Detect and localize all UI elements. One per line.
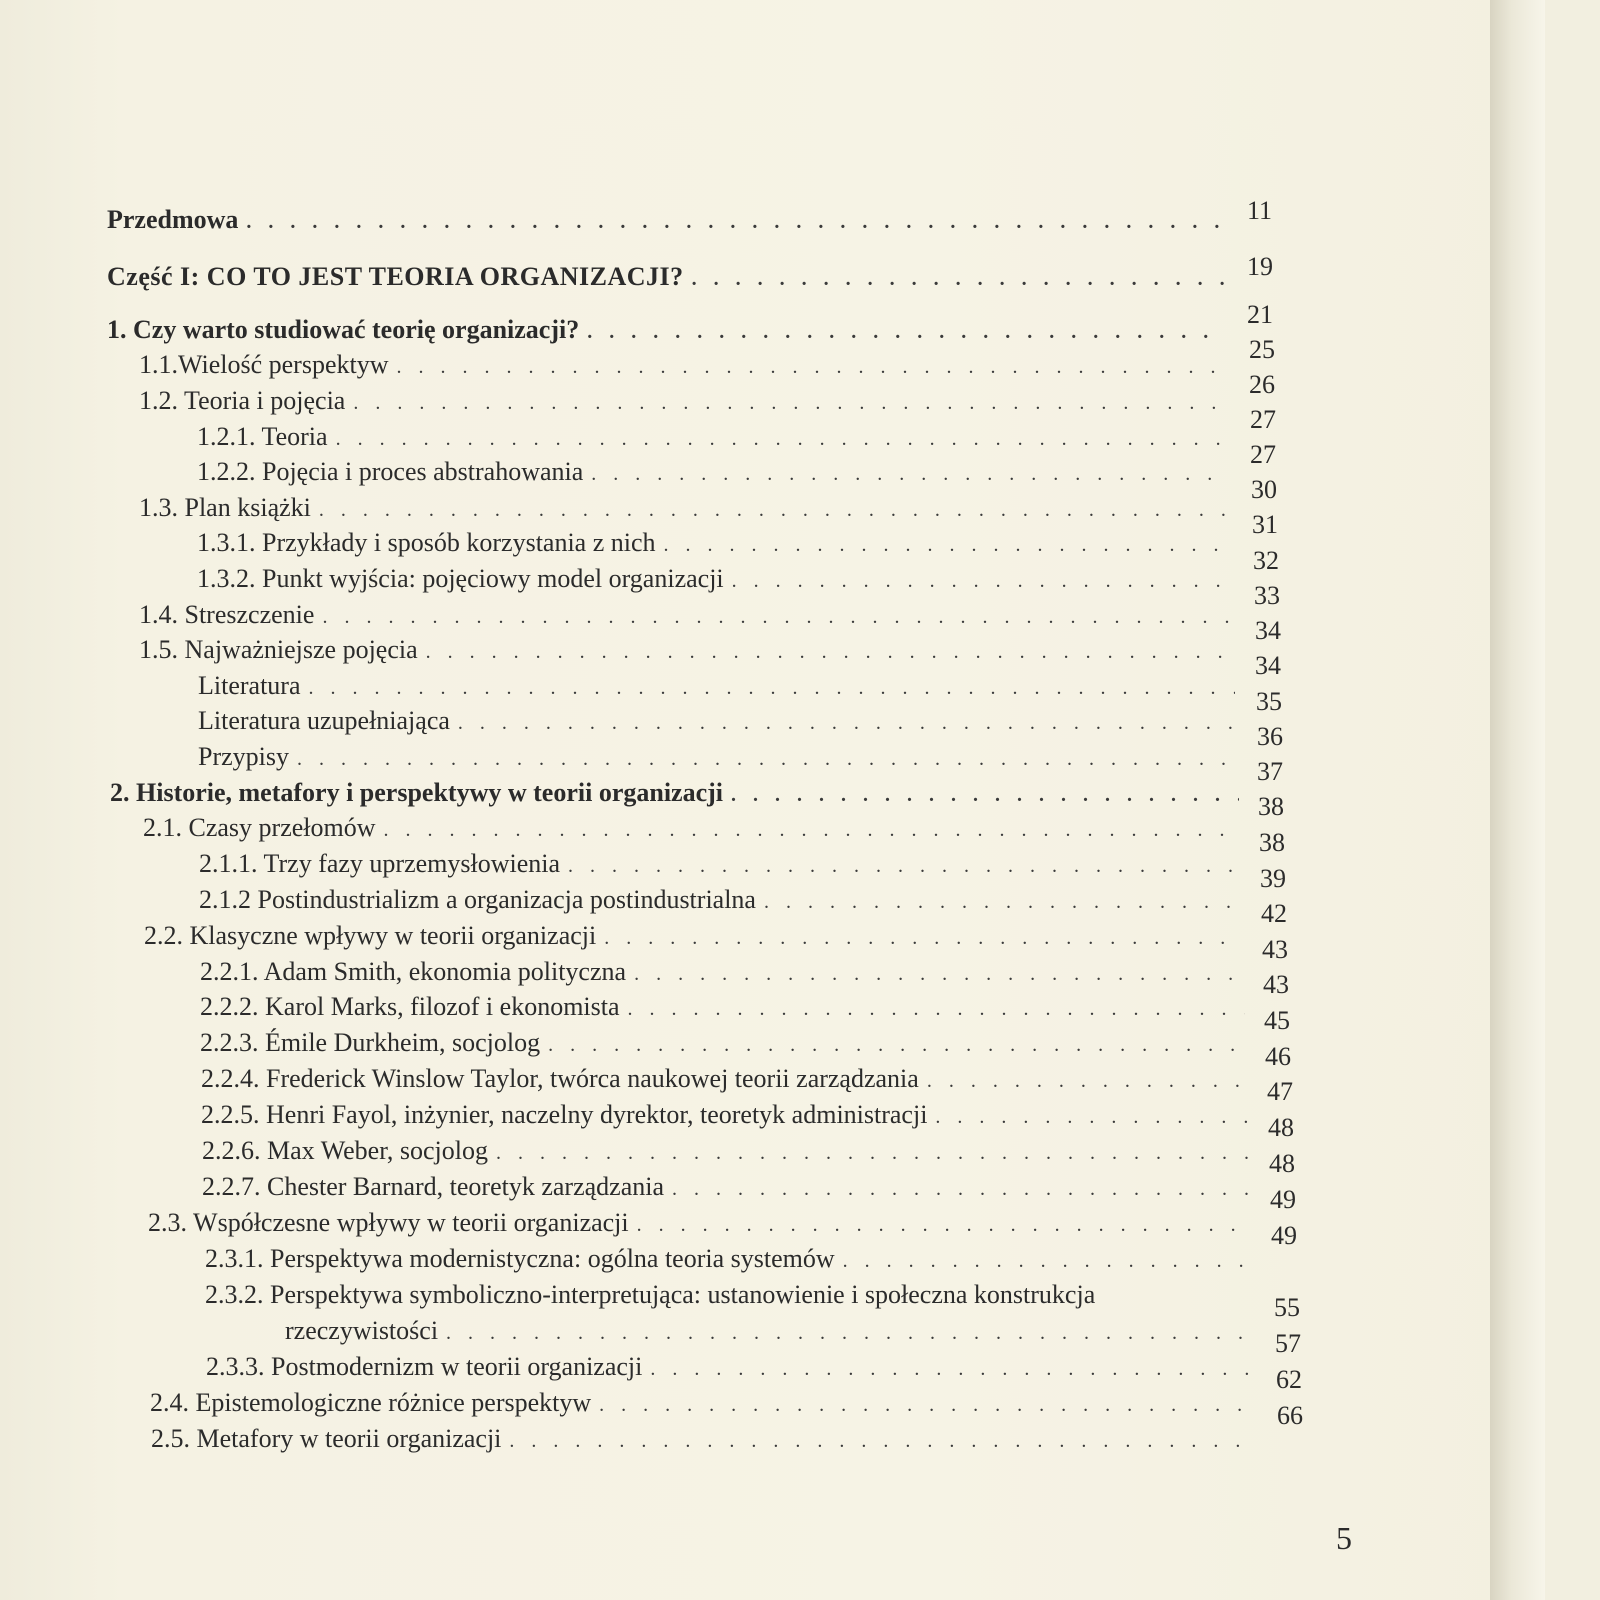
toc-label: 1.5. Najważniejsze pojęcia — [139, 635, 418, 664]
toc-entry-2-3-2-label: 2.3.2. Perspektywa symboliczno-interpretująca: ustanowienie i społeczna konstrukcja — [205, 1280, 1096, 1309]
toc-label: 1.3.1. Przykłady i sposób korzystania z nich — [197, 528, 656, 557]
toc-entry-2-3-2-continuation — [285, 1316, 1272, 1346]
toc-entry-part-1 — [107, 262, 1242, 292]
toc-entry-2-1 — [143, 813, 1259, 843]
toc-label: 2.3. Współczesne wpływy w teorii organizacji — [148, 1208, 629, 1237]
toc-page-number: 45 — [1264, 1006, 1290, 1035]
toc-page-number: 26 — [1249, 370, 1275, 399]
toc-page-number: 27 — [1250, 405, 1276, 434]
toc-entry-chapter-1 — [107, 315, 1242, 345]
toc-label: 1.2. Teoria i pojęcia — [139, 386, 346, 415]
toc-entry-1-4 — [139, 600, 1251, 630]
toc-page-number: 35 — [1256, 687, 1282, 716]
toc-label: 2.5. Metafory w teorii organizacji — [151, 1424, 502, 1453]
toc-label: 2.3.3. Postmodernizm w teorii organizacji — [206, 1352, 643, 1381]
toc-page-number: 38 — [1258, 792, 1284, 821]
toc-entry-2-2-6 — [202, 1136, 1267, 1166]
toc-label: 2.2. Klasyczne wpływy w teorii organizacji — [144, 921, 597, 950]
toc-label: 2.2.7. Chester Barnard, teoretyk zarządzania — [202, 1172, 665, 1201]
toc-page-number: 25 — [1249, 335, 1275, 364]
toc-page-number: 43 — [1263, 970, 1289, 999]
toc-page-number: 37 — [1257, 757, 1283, 786]
toc-label: 2.2.3. Émile Durkheim, socjolog — [200, 1028, 541, 1057]
toc-label: 2.2.4. Frederick Winslow Taylor, twórca naukowej teorii zarządzania — [201, 1064, 919, 1093]
toc-label: 2. Historie, metafory i perspektywy w teorii organizacji — [110, 778, 724, 807]
toc-page-number: 66 — [1277, 1401, 1303, 1430]
toc-entry-2-4 — [150, 1388, 1275, 1418]
toc-entry-2-1-1 — [199, 849, 1259, 879]
toc-page-number: 33 — [1254, 581, 1280, 610]
toc-page-number: 47 — [1267, 1077, 1293, 1106]
toc-entry-further-reading — [198, 706, 1254, 736]
toc-entry-2-2-4 — [201, 1064, 1265, 1094]
page-edge-shadow — [1490, 0, 1545, 1600]
toc-label: 1.2.2. Pojęcia i proces abstrahowania — [197, 457, 584, 486]
toc-entry-2-5 — [151, 1424, 1276, 1454]
toc-page-number: 43 — [1262, 935, 1288, 964]
toc-page-number: 34 — [1255, 616, 1281, 645]
toc-page-number: 21 — [1247, 300, 1273, 329]
toc-label: 1.4. Streszczenie — [139, 600, 315, 629]
toc-entry-2-2-1 — [200, 957, 1262, 987]
toc-page-number: 39 — [1260, 864, 1286, 893]
toc-entry-2-2-3 — [200, 1028, 1264, 1058]
toc-page-number: 62 — [1276, 1365, 1302, 1394]
toc-entry-1-3-1 — [197, 528, 1249, 558]
toc-entry-2-2-5 — [201, 1100, 1266, 1130]
toc-page-number: 27 — [1250, 440, 1276, 469]
toc-entry-1-5 — [139, 635, 1252, 665]
toc-page-number: 55 — [1274, 1293, 1300, 1322]
toc-label: 2.2.2. Karol Marks, filozof i ekonomista — [200, 992, 620, 1021]
toc-page-number: 36 — [1257, 722, 1283, 751]
toc-entry-1-2 — [139, 386, 1245, 416]
toc-entry-2-1-2 — [199, 885, 1260, 915]
toc-page-number: 38 — [1259, 828, 1285, 857]
toc-entry-2-2-2 — [200, 992, 1263, 1022]
toc-label: Literatura uzupełniająca — [198, 706, 450, 735]
toc-entry-2-3-1 — [205, 1244, 1271, 1274]
toc-label: 2.3.1. Perspektywa modernistyczna: ogólna teoria systemów — [205, 1244, 835, 1273]
page-folio: 5 — [1336, 1520, 1352, 1556]
toc-label: 2.1.1. Trzy fazy uprzemysłowienia — [199, 849, 561, 878]
toc-label: rzeczywistości — [285, 1316, 439, 1345]
toc-label: 1.1.Wielość perspektyw — [139, 350, 389, 379]
toc-page-number: 30 — [1251, 475, 1277, 504]
toc-entry-1-2-1 — [197, 422, 1247, 452]
toc-entry-1-1 — [139, 350, 1245, 380]
toc-label: Część I: CO TO JEST TEORIA ORGANIZACJI? — [107, 262, 684, 291]
toc-page-number: 34 — [1255, 651, 1281, 680]
toc-label: 1.3.2. Punkt wyjścia: pojęciowy model organizacji — [197, 564, 724, 593]
toc-entry-1-2-2 — [197, 457, 1247, 487]
toc-label: 2.1.2 Postindustrializm a organizacja postindustrialna — [199, 885, 756, 914]
toc-entry-preface — [107, 205, 1237, 235]
toc-label: 1. Czy warto studiować teorię organizacji? — [107, 315, 580, 344]
toc-label: Literatura — [198, 671, 301, 700]
toc-entry-notes — [198, 742, 1255, 772]
toc-entry-literature — [198, 671, 1253, 701]
toc-label: 2.4. Epistemologiczne różnice perspektyw — [150, 1388, 592, 1417]
toc-page-number: 19 — [1247, 252, 1273, 281]
toc-page-number: 49 — [1271, 1221, 1297, 1250]
toc-page-number: 49 — [1270, 1185, 1296, 1214]
toc-label: Przypisy — [198, 742, 289, 771]
toc-label: 2.1. Czasy przełomów — [143, 813, 376, 842]
toc-label: 2.2.1. Adam Smith, ekonomia polityczna — [200, 957, 627, 986]
toc-page-number: 31 — [1252, 510, 1278, 539]
toc-page-number: 48 — [1268, 1113, 1294, 1142]
toc-entry-2-3-3 — [206, 1352, 1274, 1382]
toc-label: 1.3. Plan książki — [139, 493, 311, 522]
toc-page-number: 46 — [1265, 1042, 1291, 1071]
toc-label: 2.2.5. Henri Fayol, inżynier, naczelny dyrektor, teoretyk administracji — [201, 1100, 928, 1129]
toc-entry-2-3 — [148, 1208, 1269, 1238]
toc-label: 1.2.1. Teoria — [197, 422, 328, 451]
toc-entry-1-3-2 — [197, 564, 1250, 594]
toc-label: Przedmowa — [107, 205, 239, 234]
toc-page-number: 11 — [1247, 196, 1273, 225]
toc-entry-chapter-2 — [110, 778, 1257, 808]
toc-page-number: 32 — [1253, 546, 1279, 575]
toc-entry-2-2-7 — [202, 1172, 1268, 1202]
toc-page-number: 42 — [1261, 899, 1287, 928]
toc-label: 2.2.6. Max Weber, socjolog — [202, 1136, 488, 1165]
toc-entry-1-3 — [139, 493, 1249, 523]
toc-page-number: 48 — [1269, 1149, 1295, 1178]
toc-page-number: 57 — [1275, 1329, 1301, 1358]
table-of-contents — [107, 0, 1347, 1520]
toc-entry-2-2 — [144, 921, 1261, 951]
